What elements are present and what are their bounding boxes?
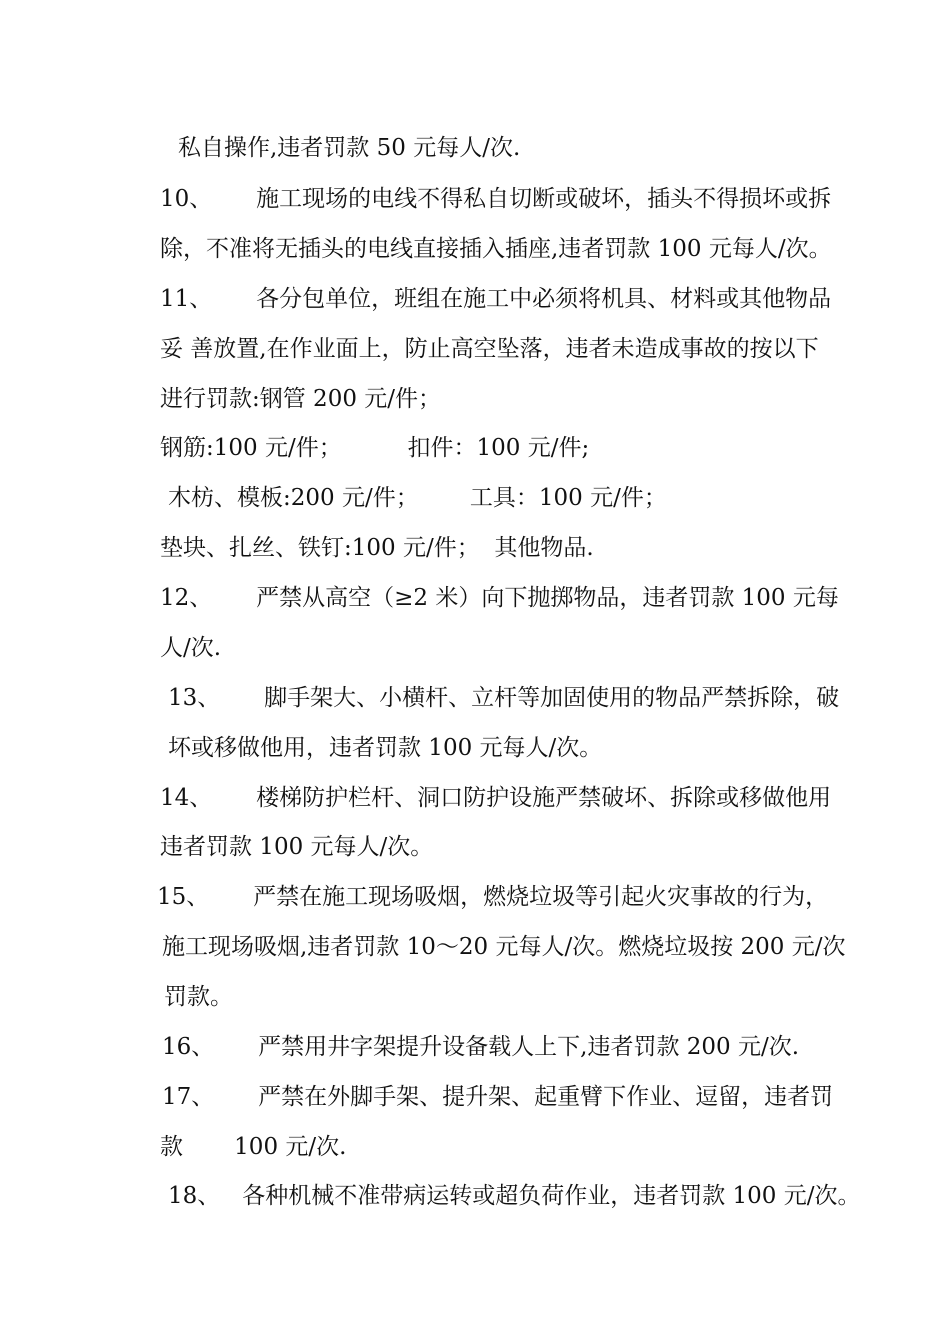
text-line: 坏或移做他用，违者罚款 100 元每人/次。	[168, 735, 603, 761]
text-line: 15、 严禁在施工现场吸烟，燃烧垃圾等引起火灾事故的行为，	[157, 884, 829, 910]
text-line: 违者罚款 100 元每人/次。	[160, 834, 434, 860]
text-line: 11、 各分包单位，班组在施工中必须将机具、材料或其他物品	[160, 286, 832, 312]
text-line: 进行罚款:钢管 200 元/件；	[160, 386, 442, 412]
text-line: 18、 各种机械不准带病运转或超负荷作业，违者罚款 100 元/次。	[168, 1183, 861, 1209]
text-line: 14、 楼梯防护栏杆、洞口防护设施严禁破坏、拆除或移做他用	[160, 785, 832, 811]
text-line: 17、 严禁在外脚手架、提升架、起重臂下作业、逗留，违者罚	[162, 1084, 834, 1110]
text-line: 人/次.	[160, 635, 222, 661]
text-line: 13、 脚手架大、小横杆、立杆等加固使用的物品严禁拆除，破	[168, 685, 840, 711]
text-line: 钢筋:100 元/件； 扣件：100 元/件;	[160, 435, 590, 461]
text-line: 妥 善放置,在作业面上，防止高空坠落，违者未造成事故的按以下	[160, 336, 819, 362]
text-line: 木枋、模板:200 元/件； 工具：100 元/件；	[168, 485, 667, 511]
text-line: 施工现场吸烟,违者罚款 10～20 元每人/次。燃烧垃圾按 200 元/次	[162, 934, 846, 960]
text-line: 私自操作,违者罚款 50 元每人/次.	[178, 135, 521, 161]
text-line: 10、 施工现场的电线不得私自切断或破坏，插头不得损坏或拆	[160, 186, 832, 212]
text-line: 罚款。	[164, 984, 233, 1010]
text-line: 款 100 元/次.	[160, 1134, 347, 1160]
text-line: 12、 严禁从高空（≥2 米）向下抛掷物品，违者罚款 100 元每	[160, 585, 839, 611]
text-line: 16、 严禁用井字架提升设备载人上下,违者罚款 200 元/次.	[162, 1034, 800, 1060]
text-line: 垫块、扎丝、铁钉:100 元/件； 其他物品.	[160, 535, 594, 561]
text-line: 除，不准将无插头的电线直接插入插座,违者罚款 100 元每人/次。	[160, 236, 832, 262]
